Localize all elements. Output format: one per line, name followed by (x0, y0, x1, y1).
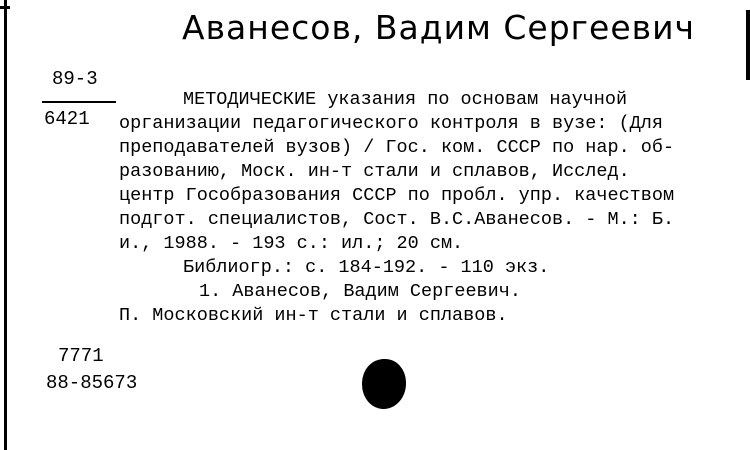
punch-hole (362, 359, 406, 409)
entry-line: и., 1988. - 193 с.: ил.; 20 см. (119, 233, 464, 254)
card-corner-mark (0, 6, 10, 21)
tracing-corporate: П. Московский ин-т стали и сплавов. (119, 305, 508, 326)
tracing-personal: 1. Аванесов, Вадим Сергеевич. (199, 281, 521, 302)
handwritten-author-heading: Аванесов, Вадим Сергеевич (182, 8, 696, 47)
call-number-top: 89-3 (52, 68, 98, 90)
bibliography-note: Библиогр.: с. 184-192. - 110 экз. (183, 257, 550, 278)
card-left-edge (4, 0, 7, 450)
inventory-number: 7771 (58, 345, 104, 367)
entry-line: МЕТОДИЧЕСКИЕ указания по основам научной (183, 89, 628, 110)
entry-line: разованию, Моск. ин-т стали и сплавов, Исслед. (119, 161, 630, 182)
entry-line: преподавателей вузов) / Гос. ком. СССР по нар. об- (119, 137, 675, 158)
call-number-rule (42, 101, 116, 103)
card-right-edge (746, 10, 750, 80)
entry-line: центр Гособразования СССР по пробл. упр. качеством (119, 185, 675, 206)
entry-line: организации педагогического контроля в вузе: (Для (119, 113, 663, 134)
card-order-number: 88-85673 (46, 372, 138, 394)
entry-line: подгот. специалистов, Сост. В.С.Аванесов. - М.: Б. (119, 209, 675, 230)
bibliographic-entry (119, 88, 739, 328)
call-number-bottom: 6421 (44, 108, 90, 130)
